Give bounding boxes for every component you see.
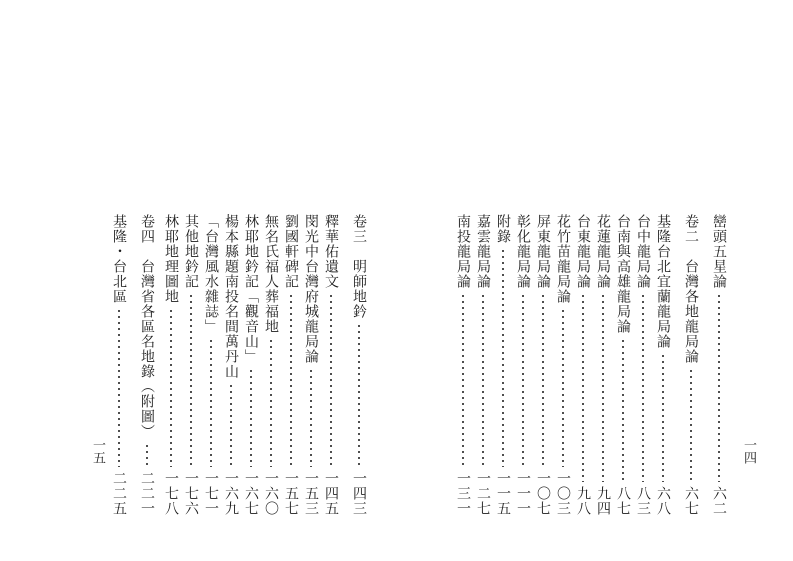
toc-entry-page: 八三: [635, 486, 651, 516]
leader-dots: [118, 308, 120, 467]
toc-entry-page: 一四三: [351, 471, 367, 516]
toc-entry-title: 台中龍局論: [635, 214, 651, 289]
leader-dots: [718, 293, 720, 482]
toc-entry-title: 其他地鈐記: [183, 214, 199, 289]
toc-entry-title: 基隆・台北區: [111, 214, 127, 304]
toc-entry-page: 六七: [683, 486, 699, 516]
toc-entry-title: 卷四 台灣省各區名地錄（附圖）: [139, 214, 155, 439]
toc-entry: [492, 214, 514, 516]
toc-entry-page: 一二七: [475, 471, 491, 516]
leader-dots: [522, 293, 524, 467]
toc-entry: [320, 214, 342, 516]
toc-entry-title: 釋華佑遺文: [323, 214, 339, 289]
toc-entry-title: 「台灣風水雜誌」: [203, 214, 219, 334]
toc-entry: [680, 214, 702, 516]
page-number: 一五: [90, 438, 105, 464]
toc-entry-title: 附錄: [495, 214, 511, 244]
toc-entry: [136, 214, 158, 516]
toc-entry-page: 一七六: [183, 471, 199, 516]
toc-entry-page: 六八: [655, 486, 671, 516]
leader-dots: [230, 383, 232, 467]
toc-entry: [472, 214, 494, 516]
toc-entry-title: 劉國軒碑記: [283, 214, 299, 289]
toc-entry-page: 二二五: [111, 471, 127, 516]
toc-entry: [200, 214, 222, 516]
toc-entry-title: 卷三 明師地鈐: [351, 214, 367, 319]
toc-entry-title: 彰化龍局論: [515, 214, 531, 289]
toc-entry-page: 一三一: [455, 471, 471, 516]
leader-dots: [250, 368, 252, 467]
toc-entry: [552, 214, 574, 516]
toc-entry-page: 一〇七: [535, 471, 551, 516]
toc-entry-page: 一〇三: [555, 471, 571, 516]
toc-entry-page: 一七八: [163, 471, 179, 516]
toc-entry-title: 花蓮龍局論: [595, 214, 611, 289]
toc-entry: [240, 214, 262, 516]
toc-entry-title: 卷二 台灣各地龍局論: [683, 214, 699, 364]
toc-entry-title: 閔光中台灣府城龍局論: [303, 214, 319, 364]
toc-entry: [592, 214, 614, 516]
toc-entry: [160, 214, 182, 516]
toc-entry-title: 基隆台北宜蘭龍局論: [655, 214, 671, 349]
toc-entry-title: 楊本縣題南投名間萬丹山: [223, 214, 239, 379]
toc-entry: [260, 214, 282, 516]
leader-dots: [542, 293, 544, 467]
toc-entry-page: 九四: [595, 486, 611, 516]
leader-dots: [462, 293, 464, 467]
toc-entry-page: 一五七: [283, 471, 299, 516]
toc-entry-title: 林耶地鈐記「觀音山」: [243, 214, 259, 364]
toc-entry-page: 八七: [615, 486, 631, 516]
leader-dots: [270, 338, 272, 467]
toc-entry-title: 屏東龍局論: [535, 214, 551, 289]
toc-entry: [300, 214, 322, 516]
leader-dots: [146, 443, 148, 467]
toc-entry: [108, 214, 130, 516]
leader-dots: [290, 293, 292, 467]
toc-entry-page: 二二一: [139, 471, 155, 516]
toc-entry: [220, 214, 242, 516]
toc-entry: [180, 214, 202, 516]
toc-entry: [652, 214, 674, 516]
toc-entry-page: 一七一: [203, 471, 219, 516]
toc-entry: [532, 214, 554, 516]
toc-entry: [708, 214, 730, 516]
toc-entry-page: 六二: [711, 486, 727, 516]
toc-entry: [632, 214, 654, 516]
toc-entry-title: 台南與高雄龍局論: [615, 214, 631, 334]
leader-dots: [690, 368, 692, 482]
leader-dots: [482, 293, 484, 467]
leader-dots: [170, 308, 172, 467]
leader-dots: [562, 308, 564, 467]
toc-entry: [280, 214, 302, 516]
leader-dots: [642, 293, 644, 482]
toc-entry-title: 南投龍局論: [455, 214, 471, 289]
toc-entry-title: 林耶地理圖地: [163, 214, 179, 304]
toc-entry-page: 一五三: [303, 471, 319, 516]
leader-dots: [602, 293, 604, 482]
toc-entry-title: 無名氏福人葬福地: [263, 214, 279, 334]
leader-dots: [330, 293, 332, 467]
toc-entry-title: 巒頭五星論: [711, 214, 727, 289]
leader-dots: [310, 368, 312, 467]
toc-entry-page: 一一一: [515, 471, 531, 516]
leader-dots: [502, 248, 504, 467]
toc-entry: [512, 214, 534, 516]
toc-entry: [612, 214, 634, 516]
toc-entry: [572, 214, 594, 516]
toc-entry-title: 嘉雲龍局論: [475, 214, 491, 289]
toc-entry-page: 一六〇: [263, 471, 279, 516]
toc-entry-page: 一一五: [495, 471, 511, 516]
leader-dots: [662, 353, 664, 482]
leader-dots: [210, 338, 212, 467]
toc-entry: [452, 214, 474, 516]
page-number: 一四: [741, 438, 756, 464]
leader-dots: [358, 323, 360, 467]
toc-entry-title: 花竹苗龍局論: [555, 214, 571, 304]
leader-dots: [582, 293, 584, 482]
leader-dots: [622, 338, 624, 482]
toc-entry-page: 九八: [575, 486, 591, 516]
toc-entry: [348, 214, 370, 516]
leader-dots: [190, 293, 192, 467]
toc-entry-page: 一六九: [223, 471, 239, 516]
toc-entry-page: 一四五: [323, 471, 339, 516]
toc-entry-title: 台東龍局論: [575, 214, 591, 289]
toc-entry-page: 一六七: [243, 471, 259, 516]
